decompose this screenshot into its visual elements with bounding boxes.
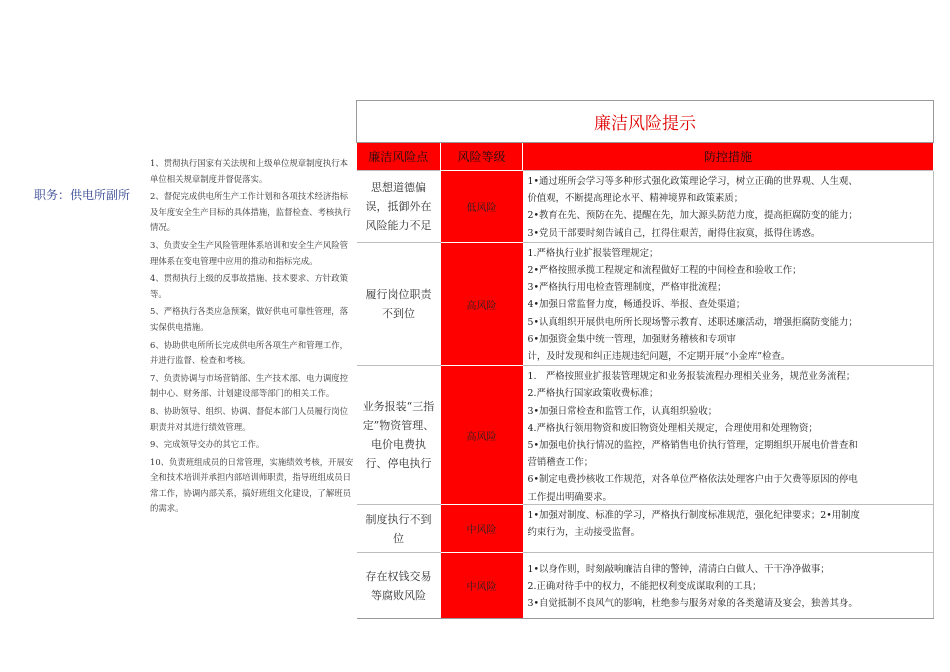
measure-line: 3•加强日常检查和监管工作，认真组织验收； xyxy=(527,405,718,417)
measures-cell xyxy=(523,505,934,553)
duty-item: 3、负责安全生产风险管理体系培训和安全生产风险管理体系在变电管理中应用的推动和指标完成。 xyxy=(150,239,348,266)
measure-line: 1•以身作则，时刻敲响廉洁自律的警钟，清清白白做人、干干净净做事； xyxy=(527,563,830,575)
measure-line: 3•严格执行用电检查管理制度，严格审批流程； xyxy=(527,282,727,294)
measure-line: 3•自觉抵制不良风气的影响，杜绝参与服务对象的各类邀请及宴会，独善其身。 xyxy=(527,598,858,610)
measures-cell xyxy=(523,366,934,505)
table-row xyxy=(357,505,934,553)
measures-cell xyxy=(523,242,934,365)
measure-line: 计，及时发现和纠正违规违纪问题，不定期开展“小金库”检查。 xyxy=(527,351,791,363)
risk-point-cell: 思想道德偏误，抵御外在风险能力不足 xyxy=(357,171,441,243)
measures-cell xyxy=(523,553,934,619)
measure-line: 3•党员干部要时刻告诫自己，扛得住艰苦，耐得住寂寞，抵得住诱惑。 xyxy=(527,227,821,239)
measure-line: 2•严格按照承揽工程规定和流程做好工程的中间检查和验收工作； xyxy=(527,265,802,277)
table-row xyxy=(357,171,934,243)
measure-line: 约束行为，主动接受监督。 xyxy=(527,527,641,539)
measure-line: 5•认真组织开展供电所所长现场警示教育、述职述廉活动，增强拒腐防变能力； xyxy=(527,316,858,328)
measure-line: 6•加强资金集中统一管理，加强财务稽核和专项审 xyxy=(527,333,736,345)
risk-point-cell: 制度执行不到位 xyxy=(357,505,441,553)
risk-level-cell: 中风险 xyxy=(441,505,523,553)
measure-line: 1.严格执行业扩报装管理规定； xyxy=(527,247,659,259)
duty-item: 7、负责协调与市场营销部、生产技术部、电力调度控制中心、财务部、计划建设部等部门的相关工作。 xyxy=(150,372,348,399)
integrity-risk-table xyxy=(356,100,934,619)
measure-line: 工作提出明确要求。 xyxy=(527,491,612,503)
measure-line: 4.严格执行领用物资和废旧物资处理相关规定，合理使用和处理物资； xyxy=(527,422,818,434)
measure-line: 1•加强对制度、标准的学习，严格执行制度标准规范，强化纪律要求；2•用制度 xyxy=(527,510,860,522)
measure-line: 营销稽查工作； xyxy=(527,457,594,469)
duty-item: 10、负责班组成员的日常管理，实施绩效考核，开展安全和技术培训并承担内部培训师职责，指导班组成员日常工作，协调内部关系，搞好班组文化建设，了解班员的需求。 xyxy=(150,456,354,514)
duty-item: 9、完成领导交办的其它工作。 xyxy=(150,439,265,450)
measure-line: 1•通过班所会学习等多种形式强化政策理论学习，树立正确的世界观、人生观、 xyxy=(527,176,858,187)
header-measures: 防控措施 xyxy=(523,143,934,171)
duty-item: 4、贯彻执行上级的反事故措施、技术要求、方针政策等。 xyxy=(150,273,348,299)
measure-line: 4•加强日常监督力度，畅通投诉、举报、查处渠道； xyxy=(527,299,746,311)
table-row xyxy=(357,242,934,365)
measure-line: 2.正确对待手中的权力，不能把权利变成谋取利的工具； xyxy=(527,581,762,593)
risk-point-cell: 业务报装“三指定”物资管理、电价电费执行、停电执行 xyxy=(357,366,441,505)
measure-line: 价值观，不断提高理论水平、精神境界和政策素质； xyxy=(527,193,744,205)
risk-point-cell: 存在权钱交易等腐败风险 xyxy=(357,553,441,619)
risk-level-cell: 中风险 xyxy=(441,553,523,619)
duty-item: 8、协助领导、组织、协调、督促本部门人员履行岗位职责并对其进行绩效管理。 xyxy=(150,405,348,432)
duty-list xyxy=(150,156,355,519)
header-risk-point: 廉洁风险点 xyxy=(357,143,441,171)
position-title: 职务：供电所副所 xyxy=(34,188,131,202)
table-row xyxy=(357,366,934,505)
table-title: 廉洁风险提示 xyxy=(357,101,934,143)
table-row xyxy=(357,553,934,619)
table-header-row xyxy=(357,143,934,171)
duty-item: 5、严格执行各类应急预案，做好供电可靠性管理，落实保供电措施。 xyxy=(150,306,348,332)
measures-cell xyxy=(523,171,934,243)
measure-line: 2.严格执行国家政策收费标准； xyxy=(527,388,659,400)
measure-line: 1. 严格按照业扩报装管理规定和业务报装流程办理相关业务，规范业务流程； xyxy=(527,371,856,383)
risk-level-cell: 高风险 xyxy=(441,242,523,365)
measure-line: 5•加强电价执行情况的监控，严格销售电价执行管理，定期组织开展电价普查和 xyxy=(527,440,858,452)
measure-line: 6•制定电费抄核收工作规范，对各单位严格依法处理客户由于欠费等原因的停电 xyxy=(527,474,858,486)
risk-level-cell: 高风险 xyxy=(441,366,523,505)
duty-item: 6、协助供电所所长完成供电所各项生产和管理工作，并进行监督、检查和考核。 xyxy=(150,339,348,366)
measure-line: 2•教育在先、预防在先、提醒在先，加大源头防范力度，提高拒腐防变的能力； xyxy=(527,210,858,222)
duty-item: 2、督促完成供电所生产工作计划和各项技术经济指标及年度安全生产目标的具体措施，监督检查、考核执行情况。 xyxy=(150,191,351,233)
header-risk-level: 风险等级 xyxy=(441,143,523,171)
risk-level-cell: 低风险 xyxy=(441,171,523,243)
duty-item: 1、贯彻执行国家有关法规和上级单位规章制度执行本单位相关规章制度并督促落实。 xyxy=(150,158,348,184)
risk-point-cell: 履行岗位职责不到位 xyxy=(357,242,441,365)
